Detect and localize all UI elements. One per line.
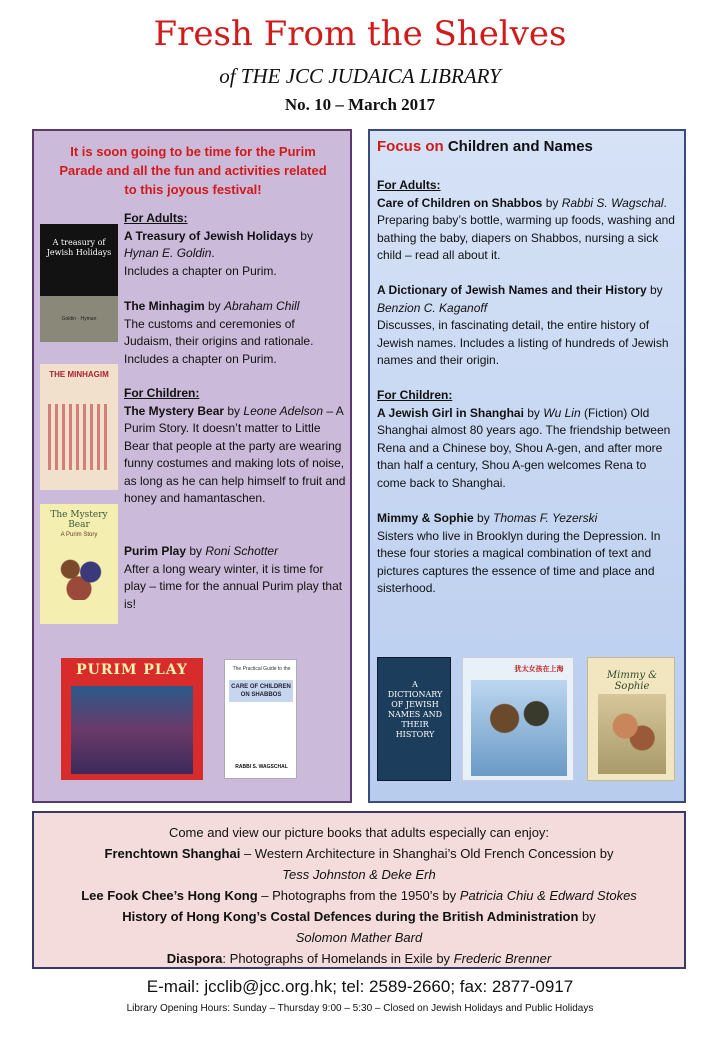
book-author: Leone Adelson [243,403,324,418]
focus-label: Focus on [377,138,444,155]
by-text: by [523,405,544,420]
book-author: Tess Johnston & Deke Erh [282,867,436,882]
book-title: Lee Fook Chee’s Hong Kong [81,888,258,903]
book-author: Hynan E. Goldin [124,246,212,260]
book-title: Diaspora [166,951,223,966]
book-title: A Dictionary of Jewish Names and their History [377,283,647,297]
cover-author: RABBI S. WAGSCHAL [235,764,288,770]
cover-title: THE MINHAGIM [49,370,109,379]
by-text: by [186,544,206,558]
right-book-dictionary [377,282,677,370]
cover-title: A DICTIONARY OF JEWISH NAMES AND THEIR HISTORY [387,680,443,739]
left-adults-section [124,210,346,280]
book-author: Solomon Mather Bard [295,930,423,945]
cover-dictionary-jewish-names [377,657,451,781]
cover-treasury-jewish-holidays [40,224,118,342]
picture-book-line [32,843,686,864]
focus-topic: Children and Names [443,138,593,155]
book-desc: – Photographs from the 1950’s by [257,888,460,903]
by-text: by [473,511,494,525]
right-book-mimmy [377,510,677,598]
picture-book-authors [32,927,686,948]
by-text: by [224,403,244,418]
cover-title: PURIM PLAY [76,662,188,678]
book-desc: Sisters who live in Brooklyn during the Depression. In these four stories a magical combination of text and pictures captures the essence of time and place and sisterhood. [377,528,661,595]
by-text: by [296,228,313,243]
picture-book-line [32,948,686,969]
book-desc: The customs and ceremonies of Judaism, their origins and rationale. Includes a chapter on Purim. [124,316,314,366]
punct: . [211,246,215,260]
section-heading: For Children: [377,388,453,402]
section-heading: For Adults: [124,211,188,225]
cover-minhagim [40,364,118,490]
issue-number: No. 10 – March 2017 [284,95,436,114]
section-heading: For Adults: [377,178,441,192]
section-heading: For Children: [124,386,200,400]
left-book-minhagim [124,298,346,368]
book-desc: – Western Architecture in Shanghai’s Old French Concession by [240,846,614,861]
by-text: by [646,283,663,297]
book-desc: : Photographs of Homelands in Exile by [222,951,454,966]
book-title: The Mystery Bear [124,403,225,418]
book-title: Care of Children on Shabbos [377,195,543,210]
cover-subtitle: A Purim Story [60,532,98,538]
cover-top-text: The Practical Guide to the [232,666,291,672]
cover-title: CARE OF CHILDREN ON SHABBOS [229,680,293,702]
cover-author: Goldin · Hyman [61,316,97,322]
by-text: by [204,299,225,313]
right-adults-section [377,177,677,265]
picture-books-intro: Come and view our picture books that adults especially can enjoy: [168,825,550,840]
book-desc: (Fiction) Old Shanghai almost 80 years ago. The friendship between Rena and a Chinese boy, Shou A-gen, and after more than half a century, Shou A-gen welcomes Rena to come back to Shanghai. [377,405,671,490]
book-title: Frenchtown Shanghai [104,846,241,861]
cover-care-of-children [224,659,297,779]
page-title: Fresh From the Shelves [153,14,567,54]
opening-hours: Library Opening Hours: Sunday – Thursday 9:00 – 5:30 – Closed on Jewish Holidays and Public Holidays [126,1003,594,1014]
book-author: Wu Lin [543,405,581,420]
cover-title: Mimmy & Sophie [606,670,658,692]
book-author: Abraham Chill [224,299,300,313]
book-title: A Treasury of Jewish Holidays [124,228,297,243]
book-desc: – A Purim Story. It doesn’t matter to Little Bear that people at the party are wearing funny costumes and making lots of noise, as long as he can help himself to fruit and honey and hamantaschen. [124,403,346,505]
book-desc: Discusses, in fascinating detail, the entire history of Jewish names. Includes a listing of hundreds of Jewish names and their origin. [377,318,669,367]
cover-title: A treasury of Jewish Holidays [46,238,112,257]
book-author: Rabbi S. Wagschal [561,195,664,210]
page-subtitle: of THE JCC JUDAICA LIBRARY [219,64,501,88]
cover-mimmy-sophie [587,657,675,781]
picture-book-line [32,906,686,927]
book-author: Thomas F. Yezerski [493,511,598,525]
cover-jewish-girl-shanghai [462,657,574,781]
left-book-purim-play [124,543,346,613]
book-desc: After a long weary winter, it is time for play – time for the annual Purim play that is! [124,561,343,611]
focus-heading [377,138,593,155]
book-author: Frederic Brenner [453,951,552,966]
book-title: The Minhagim [124,299,205,313]
cover-mystery-bear [40,504,118,624]
cover-title: 犹太女孩在上海 [514,666,564,673]
book-title: History of Hong Kong’s Costal Defences during the British Administration [122,909,579,924]
purim-intro: It is soon going to be time for the Purim Parade and all the fun and activities related to this joyous festival! [59,144,327,197]
contact-info: E-mail: jcclib@jcc.org.hk; tel: 2589-2660; fax: 2877-0917 [146,977,574,996]
book-author: Roni Schotter [205,544,279,558]
book-title: A Jewish Girl in Shanghai [377,405,524,420]
cover-title: The Mystery Bear [50,510,108,530]
cover-purim-play [61,658,203,780]
book-desc: . Preparing baby’s bottle, warming up foods, washing and bathing the baby, diapers on Shabbos, nursing a sick child – read all about it. [377,195,675,262]
book-title: Mimmy & Sophie [377,511,474,525]
book-title: Purim Play [124,544,187,558]
by-text: by [542,195,562,210]
right-children-section [377,387,677,492]
book-author: Patricia Chiu & Edward Stokes [459,888,637,903]
left-children-section [124,385,346,508]
by-text: by [578,909,596,924]
book-desc: Includes a chapter on Purim. [124,263,277,278]
book-author: Benzion C. Kaganoff [377,300,488,315]
picture-book-authors [32,864,686,885]
picture-book-line [32,885,686,906]
